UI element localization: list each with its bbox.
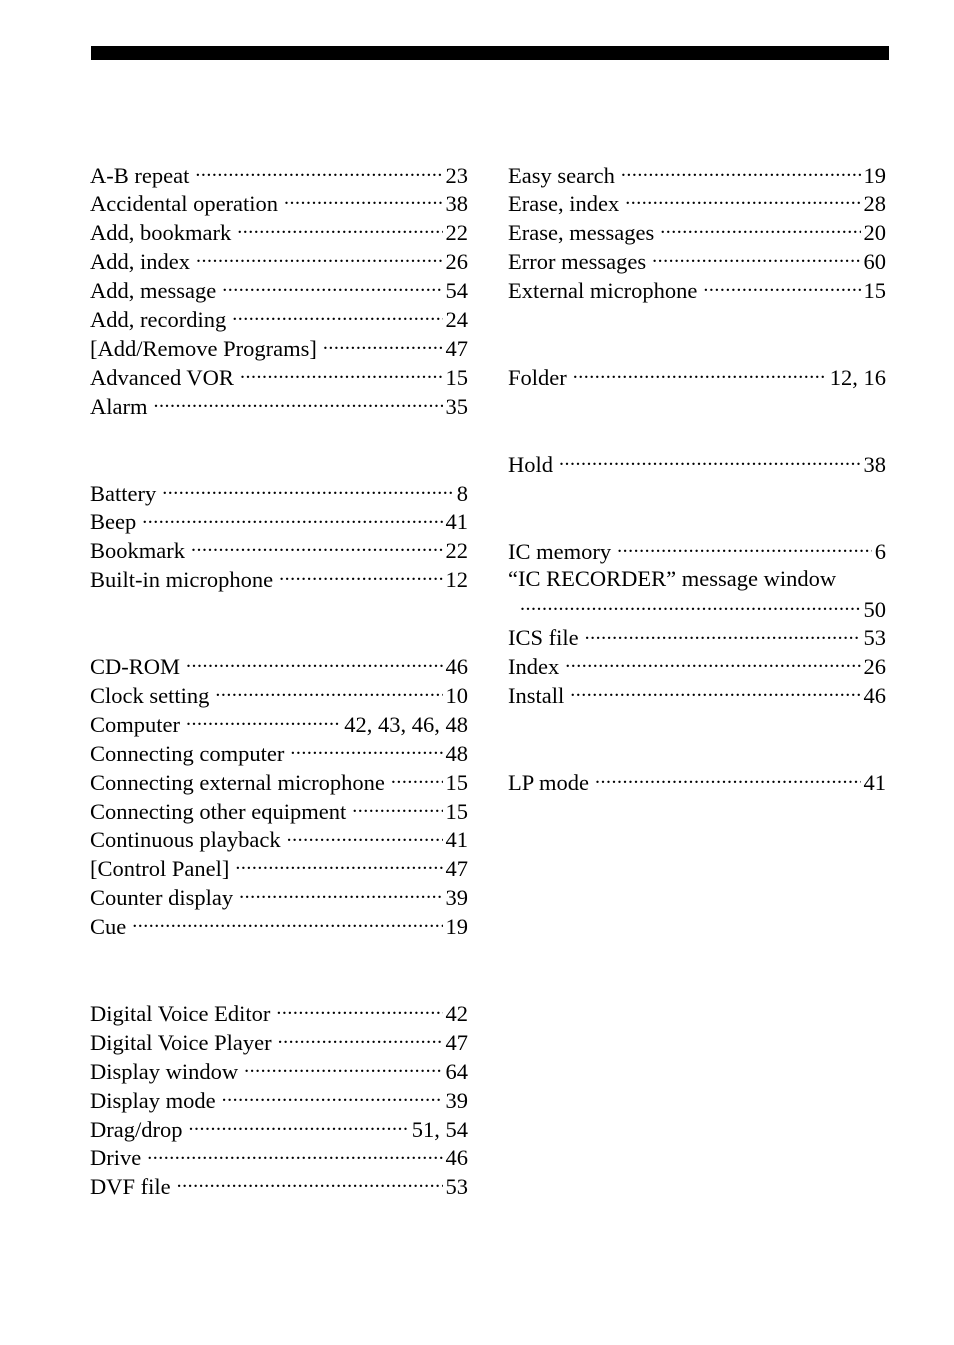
- dot-leader: [565, 652, 860, 675]
- index-entry-add-message: [90, 276, 468, 305]
- index-term: Folder: [508, 364, 567, 390]
- index-page-ref: 51, 54: [411, 1116, 468, 1142]
- dot-leader: [276, 998, 442, 1021]
- index-term: Display mode: [90, 1087, 216, 1113]
- dot-leader: [352, 796, 442, 819]
- dot-leader: [652, 247, 860, 270]
- dot-leader: [244, 1056, 442, 1079]
- index-entry-dvf-file: [90, 1172, 468, 1201]
- dot-leader: [323, 333, 443, 356]
- dot-leader: [660, 218, 860, 241]
- dot-leader: [132, 912, 442, 935]
- index-page-ref: 46: [445, 1145, 468, 1171]
- index-page-ref: 38: [863, 451, 886, 477]
- index-term: Digital Voice Player: [90, 1029, 272, 1055]
- dot-leader: [703, 276, 860, 299]
- index-term: Easy search: [508, 162, 615, 188]
- dot-leader: [284, 189, 442, 212]
- index-entry-built-in-microphone: [90, 565, 468, 594]
- index-page-ref: 38: [445, 191, 468, 217]
- index-term: [Add/Remove Programs]: [90, 335, 317, 361]
- dot-leader: [239, 883, 442, 906]
- dot-leader: [279, 565, 442, 588]
- index-entry-lp-mode: [508, 768, 886, 797]
- index-page-ref: 41: [445, 827, 468, 853]
- dot-leader: [188, 1114, 408, 1137]
- index-term: Bookmark: [90, 538, 185, 564]
- dot-leader: [237, 218, 442, 241]
- dot-leader: [186, 709, 341, 732]
- index-entry-display-mode: [90, 1085, 468, 1114]
- dot-leader: [621, 160, 861, 183]
- index-page-ref: 42: [445, 1000, 468, 1026]
- index-entry-external-microphone: [508, 276, 886, 305]
- index-term: Index: [508, 654, 560, 680]
- index-page-ref: 50: [863, 596, 886, 622]
- group-spacer: [508, 304, 886, 362]
- index-group: [90, 160, 468, 420]
- index-page-ref: 46: [863, 683, 886, 709]
- index-page-ref: 8: [456, 480, 468, 506]
- index-column-right: [508, 160, 886, 796]
- dot-leader: [147, 1143, 442, 1166]
- index-term: Erase, index: [508, 191, 620, 217]
- index-entry-error-messages: [508, 247, 886, 276]
- dot-leader: [162, 478, 454, 501]
- group-spacer: [90, 940, 468, 998]
- index-group: [90, 998, 468, 1200]
- index-entry-index: [508, 652, 886, 681]
- dot-leader: [585, 623, 861, 646]
- index-entry-a-b-repeat: [90, 160, 468, 189]
- index-page-ref: 26: [863, 654, 886, 680]
- index-term: Hold: [508, 451, 553, 477]
- index-page-ref: 39: [445, 1087, 468, 1113]
- index-column-left: [90, 160, 468, 1201]
- index-term: Connecting external microphone: [90, 769, 385, 795]
- index-page-ref: 41: [445, 509, 468, 535]
- group-spacer: [90, 594, 468, 652]
- dot-leader: [215, 680, 442, 703]
- index-term: Connecting computer: [90, 740, 285, 766]
- dot-leader: [191, 536, 443, 559]
- dot-leader: [278, 1027, 443, 1050]
- index-entry-connecting-computer: [90, 738, 468, 767]
- dot-leader: [570, 681, 860, 704]
- index-term: Error messages: [508, 249, 647, 275]
- index-term: A-B repeat: [90, 162, 190, 188]
- dot-leader: [195, 160, 442, 183]
- index-term: “IC RECORDER” message window: [508, 566, 837, 592]
- index-entry-bookmark: [90, 536, 468, 565]
- index-term: Drag/drop: [90, 1116, 183, 1142]
- dot-leader: [232, 304, 442, 327]
- index-entry-install: [508, 681, 886, 710]
- index-entry-add-remove-programs: [90, 333, 468, 362]
- dot-leader: [235, 854, 442, 877]
- index-term: LP mode: [508, 770, 590, 796]
- index-page-ref: 46: [445, 654, 468, 680]
- index-page-ref: 35: [445, 393, 468, 419]
- index-term: ICS file: [508, 625, 579, 651]
- index-entry-digital-voice-player: [90, 1027, 468, 1056]
- index-group: [90, 478, 468, 594]
- dot-leader: [240, 362, 443, 385]
- index-entry-display-window: [90, 1056, 468, 1085]
- dot-leader: [287, 825, 443, 848]
- dot-leader: [573, 362, 827, 385]
- index-page-ref: 53: [445, 1174, 468, 1200]
- dot-leader: [290, 738, 442, 761]
- index-page-ref: 47: [445, 335, 468, 361]
- index-term: Battery: [90, 480, 157, 506]
- index-entry-counter-display: [90, 883, 468, 912]
- index-entry-drive: [90, 1143, 468, 1172]
- index-term: Add, recording: [90, 306, 227, 332]
- index-entry-hold: [508, 449, 886, 478]
- dot-leader: [595, 768, 860, 791]
- index-page-ref: 12: [445, 567, 468, 593]
- index-page-ref: 23: [445, 162, 468, 188]
- index-term: Continuous playback: [90, 827, 281, 853]
- index-term: Clock setting: [90, 682, 210, 708]
- index-entry-drag-drop: [90, 1114, 468, 1143]
- group-spacer: [90, 420, 468, 478]
- index-page-ref: 15: [445, 798, 468, 824]
- index-entry-erase-index: [508, 189, 886, 218]
- dot-leader: [153, 391, 442, 414]
- index-page-ref: 19: [445, 914, 468, 940]
- index-term: Display window: [90, 1058, 239, 1084]
- index-group: [508, 536, 886, 709]
- index-term: CD-ROM: [90, 654, 181, 680]
- index-entry-folder: [508, 362, 886, 391]
- dot-leader: [142, 507, 442, 530]
- index-entry-advanced-vor: [90, 362, 468, 391]
- dot-leader: [391, 767, 443, 790]
- index-term: Connecting other equipment: [90, 798, 347, 824]
- index-page-ref: 10: [445, 682, 468, 708]
- index-group: [508, 160, 886, 304]
- index-term: Add, index: [90, 249, 190, 275]
- dot-leader: [196, 247, 443, 270]
- index-page-ref: 12, 16: [829, 364, 886, 390]
- index-group: [508, 362, 886, 391]
- index-term: Built-in microphone: [90, 567, 274, 593]
- index-entry-add-index: [90, 247, 468, 276]
- index-term: Counter display: [90, 885, 234, 911]
- index-term: [Control Panel]: [90, 856, 230, 882]
- index-entry-battery: [90, 478, 468, 507]
- index-page-ref: 60: [863, 249, 886, 275]
- index-term: DVF file: [90, 1174, 171, 1200]
- index-entry-easy-search: [508, 160, 886, 189]
- index-page-ref: 64: [445, 1058, 468, 1084]
- index-page-ref: 28: [863, 191, 886, 217]
- index-term: Accidental operation: [90, 191, 279, 217]
- index-term: External microphone: [508, 278, 698, 304]
- group-spacer: [508, 478, 886, 536]
- index-entry-computer: [90, 709, 468, 738]
- index-entry-erase-messages: [508, 218, 886, 247]
- index-page-ref: 15: [445, 364, 468, 390]
- group-spacer: [508, 391, 886, 449]
- dot-leader: [177, 1172, 443, 1195]
- index-entry-control-panel: [90, 854, 468, 883]
- dot-leader: [625, 189, 860, 212]
- index-entry-connecting-other-equipment: [90, 796, 468, 825]
- group-spacer: [508, 710, 886, 768]
- index-page-ref: 48: [445, 740, 468, 766]
- index-entry-cd-rom: [90, 652, 468, 681]
- index-page-ref: 24: [445, 306, 468, 332]
- index-entry-clock-setting: [90, 680, 468, 709]
- index-page-ref: 54: [445, 278, 468, 304]
- index-entry-add-recording: [90, 304, 468, 333]
- index-page-ref: 47: [445, 856, 468, 882]
- index-entry-connecting-external-microphone: [90, 767, 468, 796]
- index-term: Cue: [90, 914, 127, 940]
- index-term: Computer: [90, 711, 180, 737]
- index-group: [508, 768, 886, 797]
- index-entry-ic-recorder-message-window: [508, 565, 886, 594]
- index-term: Advanced VOR: [90, 364, 234, 390]
- index-group: [90, 652, 468, 941]
- index-entry-cue: [90, 912, 468, 941]
- index-page-ref: 53: [863, 625, 886, 651]
- index-entry-ic-memory: [508, 536, 886, 565]
- header-rule: [91, 46, 889, 60]
- index-entry-beep: [90, 507, 468, 536]
- dot-leader: [520, 594, 861, 617]
- index-page-ref: 42, 43, 46, 48: [344, 711, 468, 737]
- index-page-ref: 47: [445, 1029, 468, 1055]
- index-page-ref: 20: [863, 220, 886, 246]
- index-entry-continuation: [508, 594, 886, 623]
- index-term: Beep: [90, 509, 137, 535]
- index-term: Add, bookmark: [90, 220, 232, 246]
- dot-leader: [559, 449, 861, 472]
- index-page-ref: 41: [863, 770, 886, 796]
- dot-leader: [222, 1085, 443, 1108]
- index-page-ref: 6: [874, 538, 886, 564]
- index-term: Install: [508, 683, 565, 709]
- dot-leader: [186, 652, 442, 675]
- index-term: Alarm: [90, 393, 148, 419]
- index-group: [508, 449, 886, 478]
- index-term: Digital Voice Editor: [90, 1000, 271, 1026]
- index-term: Add, message: [90, 278, 217, 304]
- index-page-ref: 26: [445, 249, 468, 275]
- index-term: Erase, messages: [508, 220, 655, 246]
- index-entry-continuous-playback: [90, 825, 468, 854]
- index-page-ref: 15: [863, 278, 886, 304]
- dot-leader: [222, 276, 442, 299]
- index-page-ref: 19: [863, 162, 886, 188]
- index-entry-add-bookmark: [90, 218, 468, 247]
- index-entry-accidental-operation: [90, 189, 468, 218]
- dot-leader: [617, 536, 872, 559]
- index-page-ref: 22: [445, 538, 468, 564]
- index-entry-ics-file: [508, 623, 886, 652]
- index-entry-digital-voice-editor: [90, 998, 468, 1027]
- index-page-ref: 15: [445, 769, 468, 795]
- index-term: IC memory: [508, 538, 612, 564]
- index-term: Drive: [90, 1145, 142, 1171]
- index-entry-alarm: [90, 391, 468, 420]
- index-page-ref: 22: [445, 220, 468, 246]
- index-page-ref: 39: [445, 885, 468, 911]
